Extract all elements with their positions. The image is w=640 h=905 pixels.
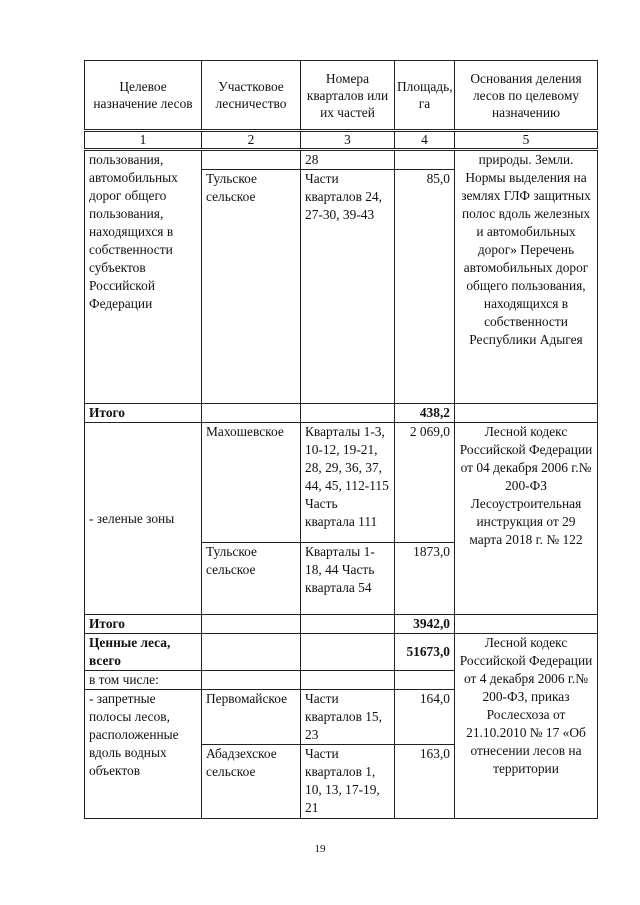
- total-area: 3942,0: [395, 615, 455, 634]
- page-number: 19: [314, 843, 326, 855]
- including-label: в том числе:: [85, 671, 202, 690]
- valuable-label: Ценные леса, всего: [85, 634, 202, 671]
- area-cell: 1873,0: [395, 543, 455, 615]
- purpose-cell: пользования, автомобильных дорог общего пользования, находящихся в собственности субъектов Российской Федерации: [85, 150, 202, 404]
- total-row: [85, 404, 598, 423]
- total-label: Итого: [85, 404, 202, 423]
- table-row: [85, 423, 598, 543]
- area-cell: 2 069,0: [395, 423, 455, 543]
- header-forestry: Участковое лесничество: [202, 61, 301, 131]
- column-number-row: [85, 131, 598, 150]
- header-quarters: Номера кварталов или их частей: [301, 61, 395, 131]
- forestry-cell: Первомайское: [202, 690, 301, 745]
- column-number: 4: [395, 131, 455, 150]
- header-area: Площадь, га: [395, 61, 455, 131]
- table-row: [85, 150, 598, 170]
- forest-purpose-table: [84, 60, 598, 819]
- forestry-cell: [202, 150, 301, 170]
- basis-cell: Лесной кодекс Российской Федерации от 04 декабря 2006 г.№ 200-ФЗ Лесоустроительная инструкция от 29 марта 2018 г. № 122: [455, 423, 598, 615]
- total-label: Итого: [85, 615, 202, 634]
- column-number: 2: [202, 131, 301, 150]
- forestry-cell: Тульское сельское: [202, 170, 301, 404]
- header-row: [85, 61, 598, 131]
- quarters-cell: Части кварталов 1, 10, 13, 17-19, 21: [301, 745, 395, 819]
- header-basis: Основания деления лесов по целевому назначению: [455, 61, 598, 131]
- quarters-cell: Кварталы 1-3, 10-12, 19-21, 28, 29, 36, 37, 44, 45, 112-115 Часть квартала 111: [301, 423, 395, 543]
- basis-cell: природы. Земли. Нормы выделения на землях ГЛФ защитных полос вдоль железных и автомобильных дорог» Перечень автомобильных дорог общего пользования, находящихся в собственности Республики Адыгея: [455, 150, 598, 404]
- forestry-cell: Абадзехское сельское: [202, 745, 301, 819]
- area-cell: 163,0: [395, 745, 455, 819]
- valuable-area: 51673,0: [395, 634, 455, 671]
- area-cell: 85,0: [395, 170, 455, 404]
- purpose-cell: - зеленые зоны: [85, 423, 202, 615]
- basis-cell: Лесной кодекс Российской Федерации от 4 декабря 2006 г.№ 200-ФЗ, приказ Рослесхоза от 21.10.2010 № 17 «Об отнесении лесов на территории: [455, 634, 598, 819]
- forestry-cell: Тульское сельское: [202, 543, 301, 615]
- valuable-row: [85, 634, 598, 671]
- header-purpose: Целевое назначение лесов: [85, 61, 202, 131]
- column-number: 3: [301, 131, 395, 150]
- quarters-cell: Части кварталов 24, 27-30, 39-43: [301, 170, 395, 404]
- quarters-cell: Части кварталов 15, 23: [301, 690, 395, 745]
- purpose-cell: - запретные полосы лесов, расположенные вдоль водных объектов: [85, 690, 202, 819]
- total-row: [85, 615, 598, 634]
- total-area: 438,2: [395, 404, 455, 423]
- quarters-cell: 28: [301, 150, 395, 170]
- forestry-cell: Махошевское: [202, 423, 301, 543]
- column-number: 1: [85, 131, 202, 150]
- area-cell: [395, 150, 455, 170]
- quarters-cell: Кварталы 1-18, 44 Часть квартала 54: [301, 543, 395, 615]
- column-number: 5: [455, 131, 598, 150]
- area-cell: 164,0: [395, 690, 455, 745]
